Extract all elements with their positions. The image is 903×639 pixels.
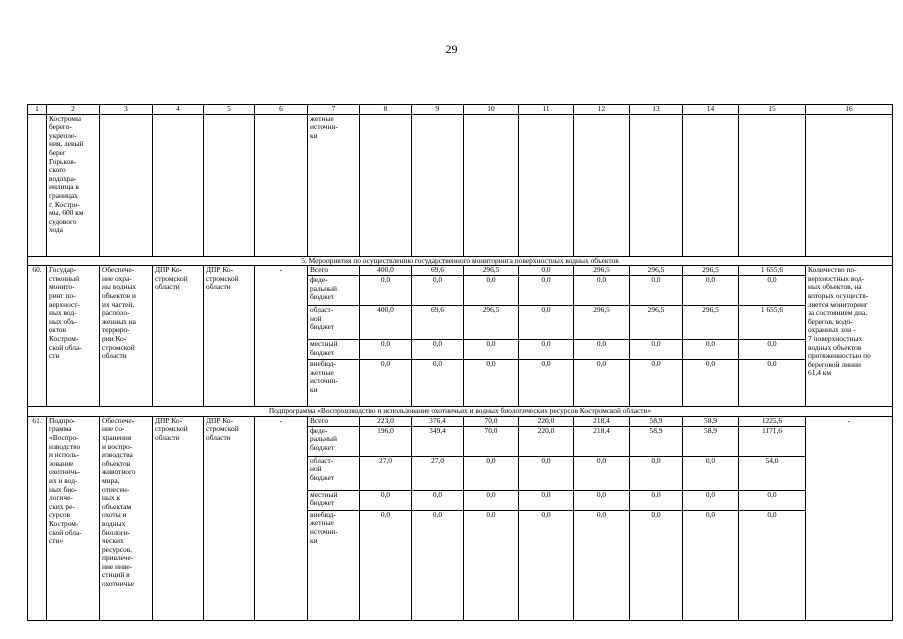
funding-value: 0,0 bbox=[683, 340, 739, 360]
header-cell: 15 bbox=[739, 105, 806, 115]
funding-value: 0,0 bbox=[519, 510, 574, 620]
program-activities-table bbox=[27, 104, 893, 621]
funding-value: 0,0 bbox=[574, 456, 630, 490]
funding-value: 0,0 bbox=[630, 456, 683, 490]
subprogram-title: Подпрограмма «Воспроизводство и использование охотничьих и водных биологических ресурсов Костромской области» bbox=[28, 407, 893, 417]
continuation-name: Костромы берего- укрепле- ния, левый берег Горьков- ского водохра- нилища в границах г. Костро- мы, 600 км судового хода bbox=[47, 114, 100, 256]
activity-name: Государ- ственный монито- ринг по- верхност- ных вод- ных объ- ектов Костром- ской обла- сти bbox=[47, 266, 100, 407]
funding-value: 376,4 bbox=[412, 416, 464, 426]
funding-value: 0,0 bbox=[360, 340, 412, 360]
funding-value: 0,0 bbox=[630, 510, 683, 620]
header-cell: 5 bbox=[204, 105, 255, 115]
header-cell: 13 bbox=[630, 105, 683, 115]
co-executor: ДПР Ко- стромской области bbox=[204, 266, 255, 407]
header-cell: 14 bbox=[683, 105, 739, 115]
funding-value: 296,5 bbox=[574, 306, 630, 340]
expected-result: Количество по- верхностных вод- ных объектов, на которых осуществ- ляется мониторинг за состоянием дна, берегов, водо- охранных зон - 7 поверхностных водных объектов протяженностью по береговой линии 61,4 км bbox=[806, 266, 893, 407]
responsible-executor: ДПР Ко- стромской области bbox=[153, 266, 204, 407]
funding-value: 1225,6 bbox=[739, 416, 806, 426]
funding-value: 1 655,6 bbox=[739, 266, 806, 276]
funding-value: 220,0 bbox=[519, 416, 574, 426]
expected-result: - bbox=[806, 416, 893, 620]
header-cell: 6 bbox=[255, 105, 308, 115]
funding-source-label: феде- ральный бюджет bbox=[308, 276, 360, 306]
funding-value: 0,0 bbox=[464, 340, 519, 360]
funding-value: 0,0 bbox=[412, 510, 464, 620]
funding-value: 0,0 bbox=[519, 490, 574, 510]
funding-row bbox=[28, 266, 893, 276]
column-6-value: - bbox=[255, 416, 308, 620]
funding-source-label: местный бюджет bbox=[308, 490, 360, 510]
funding-value: 196,0 bbox=[360, 426, 412, 456]
funding-value: 0,0 bbox=[739, 510, 806, 620]
funding-value: 0,0 bbox=[360, 276, 412, 306]
funding-value: 0,0 bbox=[739, 360, 806, 407]
funding-value: 218,4 bbox=[574, 426, 630, 456]
funding-value: 27,0 bbox=[412, 456, 464, 490]
funding-value: 0,0 bbox=[519, 266, 574, 276]
funding-value: 218,4 bbox=[574, 416, 630, 426]
header-cell: 2 bbox=[47, 105, 100, 115]
funding-value: 400,0 bbox=[360, 266, 412, 276]
header-cell: 16 bbox=[806, 105, 893, 115]
funding-value: 58,9 bbox=[683, 416, 739, 426]
funding-value: 0,0 bbox=[360, 490, 412, 510]
column-6-value: - bbox=[255, 266, 308, 407]
co-executor: ДПР Ко- стромской области bbox=[204, 416, 255, 620]
funding-source-label: местный бюджет bbox=[308, 340, 360, 360]
header-cell: 10 bbox=[464, 105, 519, 115]
funding-value: 0,0 bbox=[412, 360, 464, 407]
funding-value: 0,0 bbox=[630, 360, 683, 407]
funding-value: 0,0 bbox=[574, 510, 630, 620]
funding-value: 69,6 bbox=[412, 266, 464, 276]
funding-value: 0,0 bbox=[574, 340, 630, 360]
funding-source-label: феде- ральный бюджет bbox=[308, 426, 360, 456]
activity-goal: Обеспече- ние охра- ны водных объектов и их частей, располо- женных на терриро- рии Ко- стромской области bbox=[100, 266, 153, 407]
header-cell: 7 bbox=[308, 105, 360, 115]
funding-value: 1 655,6 bbox=[739, 306, 806, 340]
funding-value: 0,0 bbox=[739, 276, 806, 306]
header-cell: 9 bbox=[412, 105, 464, 115]
funding-value: 0,0 bbox=[683, 490, 739, 510]
funding-value: 0,0 bbox=[519, 456, 574, 490]
funding-value: 70,0 bbox=[464, 416, 519, 426]
funding-value: 0,0 bbox=[464, 276, 519, 306]
row-number: 60. bbox=[28, 266, 47, 407]
funding-value: 296,5 bbox=[683, 306, 739, 340]
funding-value: 0,0 bbox=[464, 456, 519, 490]
activity-goal: Обеспече- ние со- хранения и воспро- изводства объектов животного мира, отнесен- ных к объектам охоты и водных биологи- ческих ресурсов, привлече- ние инве- стиций в охотничье bbox=[100, 416, 153, 620]
funding-value: 0,0 bbox=[519, 360, 574, 407]
header-cell: 3 bbox=[100, 105, 153, 115]
funding-value: 0,0 bbox=[574, 360, 630, 407]
section-5-row bbox=[28, 256, 893, 266]
funding-value: 0,0 bbox=[574, 490, 630, 510]
funding-value: 54,0 bbox=[739, 456, 806, 490]
funding-value: 58,9 bbox=[630, 416, 683, 426]
funding-value: 0,0 bbox=[630, 490, 683, 510]
funding-value: 0,0 bbox=[412, 276, 464, 306]
continuation-source: жетные источни- ки bbox=[308, 114, 360, 256]
funding-value: 296,5 bbox=[683, 266, 739, 276]
funding-value: 0,0 bbox=[683, 360, 739, 407]
funding-value: 400,0 bbox=[360, 306, 412, 340]
funding-value: 296,5 bbox=[574, 266, 630, 276]
funding-value: 69,6 bbox=[412, 306, 464, 340]
funding-value: 0,0 bbox=[739, 340, 806, 360]
funding-source-label: Всего bbox=[308, 416, 360, 426]
activity-name: Подпро- грамма «Воспро- изводство и исполь- зование охотничь- их и вод- ных био- логиче- ских ре- сурсов Костром- ской обла- сти» bbox=[47, 416, 100, 620]
funding-value: 0,0 bbox=[630, 340, 683, 360]
responsible-executor: ДПР Ко- стромской области bbox=[153, 416, 204, 620]
funding-value: 0,0 bbox=[683, 276, 739, 306]
funding-value: 349,4 bbox=[412, 426, 464, 456]
funding-value: 58,9 bbox=[630, 426, 683, 456]
row-number: 61. bbox=[28, 416, 47, 620]
funding-value: 27,0 bbox=[360, 456, 412, 490]
funding-value: 0,0 bbox=[360, 360, 412, 407]
funding-value: 0,0 bbox=[360, 510, 412, 620]
funding-value: 0,0 bbox=[412, 490, 464, 510]
column-number-row bbox=[28, 105, 893, 115]
header-cell: 4 bbox=[153, 105, 204, 115]
funding-value: 0,0 bbox=[630, 276, 683, 306]
funding-value: 0,0 bbox=[519, 340, 574, 360]
funding-value: 70,0 bbox=[464, 426, 519, 456]
funding-source-label: внебюд- жетные источни- ки bbox=[308, 360, 360, 407]
header-cell: 1 bbox=[28, 105, 47, 115]
header-cell: 12 bbox=[574, 105, 630, 115]
funding-value: 220,0 bbox=[519, 426, 574, 456]
funding-value: 296,5 bbox=[464, 266, 519, 276]
continuation-row bbox=[28, 114, 893, 256]
funding-value: 1171,6 bbox=[739, 426, 806, 456]
subprogram-row bbox=[28, 407, 893, 417]
funding-value: 58,9 bbox=[683, 426, 739, 456]
page-number: 29 bbox=[445, 42, 458, 56]
funding-value: 0,0 bbox=[412, 340, 464, 360]
funding-value: 0,0 bbox=[683, 456, 739, 490]
funding-value: 296,5 bbox=[630, 306, 683, 340]
funding-value: 0,0 bbox=[464, 360, 519, 407]
funding-value: 0,0 bbox=[739, 490, 806, 510]
funding-value: 0,0 bbox=[519, 276, 574, 306]
section-5-title: 5. Мероприятия по осуществлению государственного мониторинга поверхностных водных объектов bbox=[28, 256, 893, 266]
funding-value: 0,0 bbox=[519, 306, 574, 340]
funding-source-label: област- ной бюджет bbox=[308, 306, 360, 340]
header-cell: 8 bbox=[360, 105, 412, 115]
funding-source-label: внебюд- жетные источни- ки bbox=[308, 510, 360, 620]
funding-value: 0,0 bbox=[683, 510, 739, 620]
funding-value: 223,0 bbox=[360, 416, 412, 426]
funding-source-label: област- ной бюджет bbox=[308, 456, 360, 490]
funding-row bbox=[28, 416, 893, 426]
funding-value: 0,0 bbox=[574, 276, 630, 306]
funding-value: 296,5 bbox=[464, 306, 519, 340]
header-cell: 11 bbox=[519, 105, 574, 115]
funding-source-label: Всего bbox=[308, 266, 360, 276]
funding-value: 0,0 bbox=[464, 490, 519, 510]
funding-value: 296,5 bbox=[630, 266, 683, 276]
funding-value: 0,0 bbox=[464, 510, 519, 620]
